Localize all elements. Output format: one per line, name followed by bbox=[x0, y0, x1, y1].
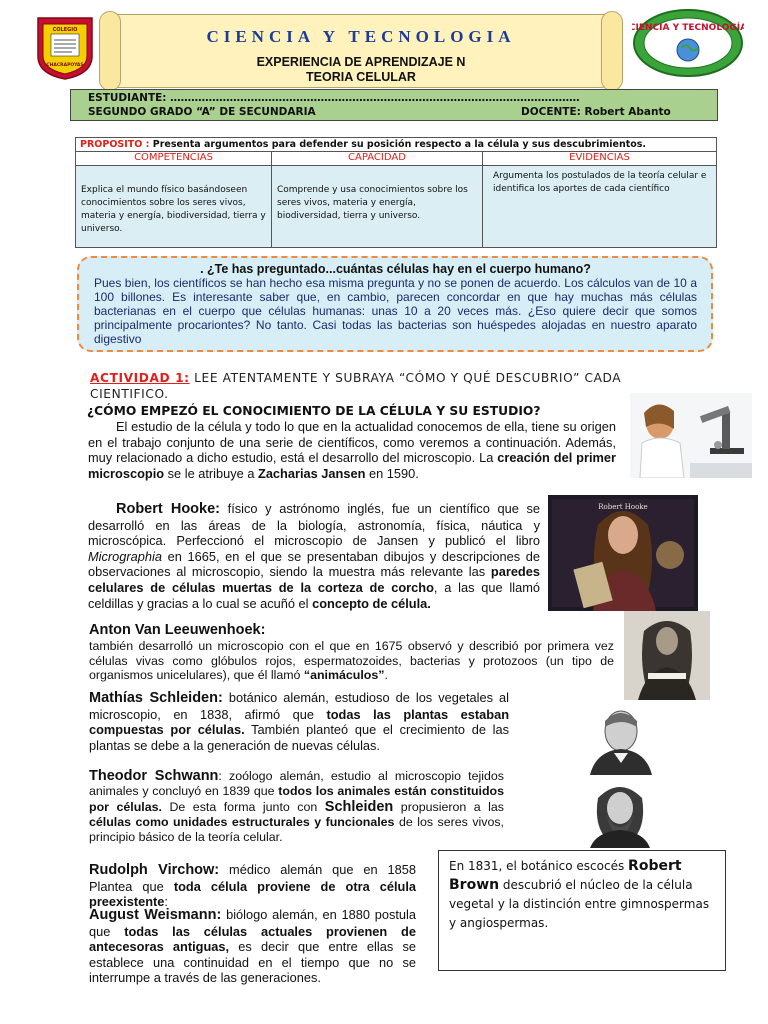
purpose-row bbox=[76, 138, 717, 152]
table-body-row bbox=[76, 166, 717, 248]
table-header-row bbox=[76, 152, 717, 166]
microscope-photo bbox=[630, 393, 752, 478]
virchow-paragraph bbox=[89, 862, 416, 910]
section-heading: ¿CÓMO EMPEZÓ EL CONOCIMIENTO DE LA CÉLULA Y SU ESTUDIO? bbox=[87, 404, 541, 418]
cell-evidencias: Argumenta los postulados de la teoría celular e identifica los aportes de cada científico bbox=[483, 166, 717, 248]
header-capacidad: CAPACIDAD bbox=[272, 152, 483, 166]
schwann-text-1: : zoólogo alemán, estudio al microscopio tejidos animales y concluyó en 1839 que bbox=[89, 769, 504, 799]
cell-capacidad: Comprende y usa conocimientos sobre los seres vivos, materia y energía, biodiversidad, tierra y universo. bbox=[272, 166, 483, 248]
intro-text-3: en 1590. bbox=[365, 465, 419, 481]
purpose-cell bbox=[76, 138, 717, 152]
schwann-name-schleiden: Schleiden bbox=[324, 798, 394, 815]
leeuwenhoek-name: Anton Van Leeuwenhoek bbox=[89, 622, 261, 638]
hooke-name: Robert Hooke: bbox=[116, 501, 220, 517]
schleiden-text-1: botánico alemán, estudioso de los vegetales al microscopio, en 1838, afirmó que bbox=[89, 690, 509, 722]
leeuwenhoek-bold-animaculos: “animáculos” bbox=[303, 668, 385, 682]
school-logo-place: CHACRAPOYAS bbox=[46, 63, 84, 68]
hooke-text-1: físico y astrónomo inglés, fue un científico que se desarrolló en las áreas de la biología, astronomía, física, náutica y microscópica. Perfeccionó el microscopio de Jansen y publicó el libro bbox=[88, 501, 540, 549]
schwann-bold-units: células como unidades estructurales y funcionales bbox=[89, 814, 395, 829]
grade-line: SEGUNDO GRADO “A” DE SECUNDARIA bbox=[88, 106, 316, 118]
leeuwenhoek-text-2: . bbox=[384, 668, 388, 682]
schwann-paragraph bbox=[89, 769, 504, 845]
schleiden-portrait bbox=[582, 703, 660, 775]
competencies-table bbox=[75, 137, 717, 248]
activity-label: ACTIVIDAD 1: bbox=[90, 371, 190, 385]
intro-text-2: se le atribuye a bbox=[164, 465, 258, 481]
intro-bold-jansen: Zacharias Jansen bbox=[258, 465, 366, 481]
page-subtitle-experience: EXPERIENCIA DE APRENDIZAJE N bbox=[256, 55, 466, 69]
teacher-line: DOCENTE: Robert Abanto bbox=[521, 106, 671, 118]
schwann-text-3: propusieron a las bbox=[393, 799, 504, 814]
hooke-paragraph bbox=[88, 501, 540, 611]
hooke-text-4: , a las que llamó celdillas y gracias a lo cual se acuñó el bbox=[88, 579, 540, 611]
schwann-text-2: De esta forma junto con bbox=[161, 799, 325, 814]
school-logo bbox=[36, 16, 94, 80]
hooke-portrait-caption: Robert Hooke bbox=[598, 503, 648, 511]
robert-brown-box bbox=[438, 850, 726, 971]
question-title: . ¿Te has preguntado...cuántas células hay en el cuerpo humano? bbox=[200, 262, 591, 276]
hooke-book-title: Micrographia bbox=[88, 548, 162, 564]
schwann-bold-animals: todos los animales están constituidos por células. bbox=[89, 784, 504, 814]
hooke-portrait bbox=[548, 495, 698, 611]
hooke-bold-concept: concepto de célula. bbox=[312, 595, 431, 611]
schleiden-name: Mathías Schleiden: bbox=[89, 690, 223, 706]
schwann-portrait bbox=[584, 776, 656, 848]
brown-text-1: En 1831, el botánico escocés bbox=[449, 859, 629, 873]
activity-instruction bbox=[90, 370, 680, 402]
schleiden-text-2: También planteó que el crecimiento de las plantas se debe a la generación de nuevas células. bbox=[89, 722, 509, 753]
page-subtitle-topic: TEORIA CELULAR bbox=[306, 70, 416, 84]
school-logo-text: COLEGIO bbox=[52, 27, 78, 33]
schleiden-paragraph bbox=[89, 690, 509, 753]
virchow-text-2: : bbox=[164, 894, 168, 910]
virchow-bold-cell: toda célula proviene de otra célula preexistente bbox=[89, 878, 416, 910]
brown-text-2: descubrió el núcleo de la célula vegetal y la distinción entre gimnospermas y angiospermas. bbox=[449, 878, 710, 930]
hooke-text-3: , en el que se presentaban dibujos y descripciones de observaciones al microscopio, siendo la muestra más relevante las bbox=[88, 548, 540, 580]
header-competencias: COMPETENCIAS bbox=[76, 152, 272, 166]
intro-paragraph bbox=[88, 419, 616, 481]
header-evidencias: EVIDENCIAS bbox=[483, 152, 717, 166]
weismann-text-1: biólogo alemán, en 1880 postula que bbox=[89, 907, 416, 939]
leeuwenhoek-colon: : bbox=[260, 622, 266, 638]
activity-text: LEE ATENTAMENTE Y SUBRAYA “CÓMO Y QUÉ DESCUBRIO” CADA CIENTIFICO. bbox=[90, 371, 622, 401]
science-badge-logo bbox=[632, 8, 744, 78]
leeuwenhoek-portrait bbox=[624, 611, 710, 700]
weismann-paragraph bbox=[89, 907, 416, 986]
cell-competencias: Explica el mundo físico basándoseen conocimientos sobre los seres vivos, materia y energía, biodiversidad, tierra y universo. bbox=[76, 166, 272, 248]
hooke-bold-cork: paredes celulares de células muertas de la corteza de corcho bbox=[88, 564, 540, 595]
title-banner bbox=[104, 14, 618, 88]
virchow-name: Rudolph Virchow: bbox=[89, 862, 220, 878]
purpose-label: PROPOSITO : bbox=[80, 139, 150, 150]
weismann-text-2: es decir que entre ellas se establece una continuidad en el tiempo que no se interrumpe a través de las generaciones. bbox=[89, 939, 416, 986]
question-text: Pues bien, los científicos se han hecho esa misma pregunta y no se ponen de acuerdo. Los cálculos van de 10 a 100 billones. Es interesante saber que, en cambio, parecen concordar en que hay muchas más células bacterianas en el cuerpo que células humanas: unas 10 a 20 veces más. ¿Eso quiere decir que somos principalmente procariontes? No tanto. Casi todas las bacterias son huéspedes alojadas en nuestro aparato digestivo bbox=[94, 276, 697, 346]
leeuwenhoek-text-1: también desarrolló un microscopio con el que en 1675 observó y describió por primera vez células vivas como glóbulos rojos, espermatozoides, bacterias y protozoos (un tipo de organismos unicelulares), que él llamó bbox=[89, 639, 614, 682]
leeuwenhoek-heading bbox=[89, 621, 265, 639]
weismann-name: August Weismann: bbox=[89, 907, 222, 923]
badge-text: CIENCIA Y TECNOLOGÍA bbox=[632, 23, 744, 33]
intro-bold-microscope: creación del primer microscopio bbox=[88, 450, 616, 481]
weismann-bold-cells: todas las células actuales provienen de antecesoras antiguas, bbox=[89, 923, 416, 955]
brown-name: Robert Brown bbox=[449, 858, 682, 893]
schleiden-bold-plants: todas las plantas estaban compuestas por células. bbox=[89, 706, 510, 738]
student-line: ESTUDIANTE: ……………………………………………………………………………………………………… bbox=[88, 92, 580, 104]
hooke-text-2: en 1665 bbox=[161, 548, 216, 564]
question-box bbox=[77, 256, 713, 352]
page-title: CIENCIA Y TECNOLOGIA bbox=[206, 27, 516, 46]
schwann-text-4: de los seres vivos, principio básico de la teoría celular. bbox=[89, 814, 504, 845]
intro-text-1: El estudio de la célula y todo lo que en la actualidad conocemos de ella, tiene su origen en el trabajo conjunto de una serie de científicos, como veremos a continuación. Además, muy relacionado a dicho estudio, está el desarrollo del microscopio. La bbox=[88, 419, 616, 466]
student-info-bar bbox=[70, 89, 718, 121]
leeuwenhoek-paragraph bbox=[89, 639, 614, 683]
purpose-text: Presenta argumentos para defender su posición respecto a la célula y sus descubrimientos. bbox=[152, 139, 647, 150]
schwann-name: Theodor Schwann bbox=[89, 768, 219, 784]
virchow-text-1: médico alemán que en 1858 Plantea que bbox=[89, 862, 416, 894]
